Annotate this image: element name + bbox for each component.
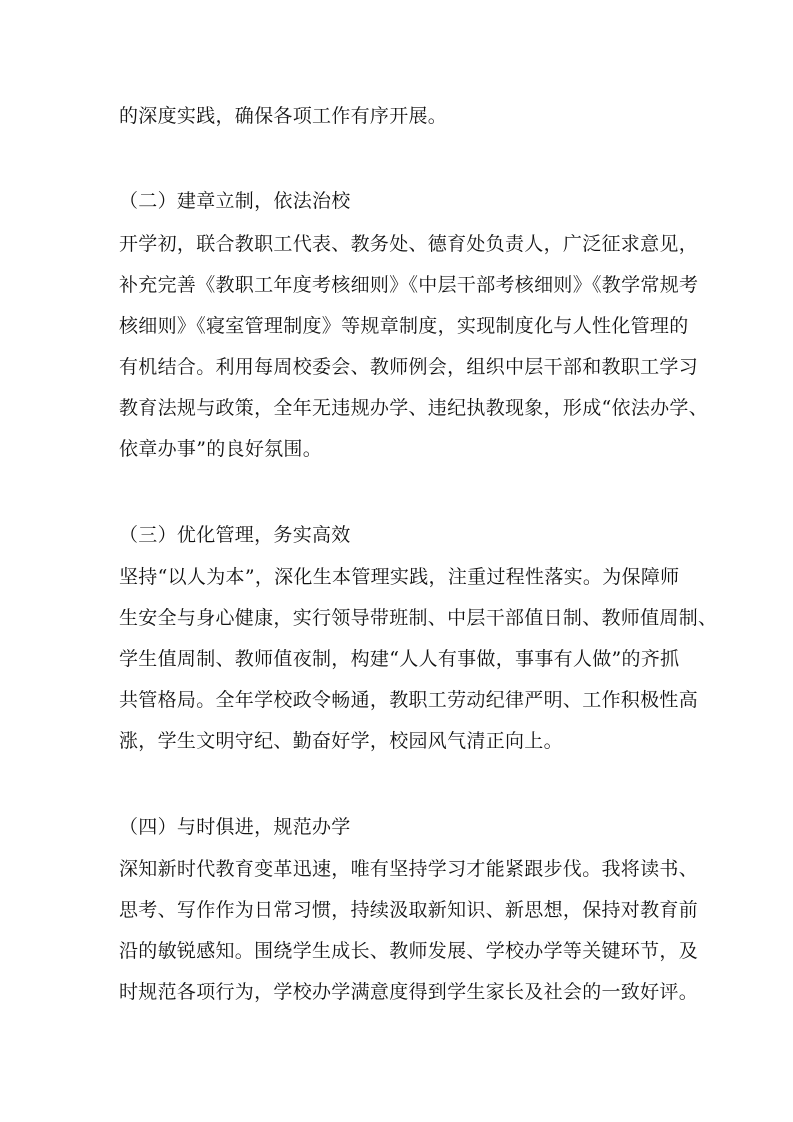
paragraph-line: 依章办事”的良好氛围。 (119, 438, 323, 460)
paragraph-line: 的深度实践，确保各项工作有序开展。 (119, 105, 448, 127)
paragraph-line: 教育法规与政策，全年无违规办学、违纪执教现象，形成“依法办学、 (119, 397, 709, 419)
paragraph-line: 共管格局。全年学校政令畅通，教职工劳动纪律严明、工作积极性高 (119, 689, 699, 711)
paragraph-line: 开学初，联合教职工代表、教务处、德育处负责人，广泛征求意见， (119, 233, 699, 255)
section-heading: （三）优化管理，务实高效 (119, 524, 351, 546)
paragraph-line: 时规范各项行为，学校办学满意度得到学生家长及社会的一致好评。 (119, 981, 699, 1003)
paragraph-line: 思考、写作作为日常习惯，持续汲取新知识、新思想，保持对教育前 (119, 899, 699, 921)
paragraph-line: 学生值周制、教师值夜制，构建“人人有事做，事事有人做”的齐抓 (119, 648, 680, 670)
paragraph-line: 沿的敏锐感知。围绕学生成长、教师发展、学校办学等关键环节，及 (119, 940, 699, 962)
paragraph-line: 坚持“以人为本”，深化生本管理实践，注重过程性落实。为保障师 (119, 566, 680, 588)
paragraph-line: 核细则》《寝室管理制度》等规章制度，实现制度化与人性化管理的 (119, 315, 689, 337)
paragraph-line: 有机结合。利用每周校委会、教师例会，组织中层干部和教职工学习 (119, 356, 699, 378)
paragraph-line: 涨，学生文明守纪、勤奋好学，校园风气清正向上。 (119, 730, 563, 752)
paragraph-line: 生安全与身心健康，实行领导带班制、中层干部值日制、教师值周制、 (119, 607, 718, 629)
paragraph-line: 补充完善《教职工年度考核细则》《中层干部考核细则》《教学常规考 (119, 274, 699, 296)
section-heading: （二）建章立制，依法治校 (119, 190, 351, 212)
paragraph-line: 深知新时代教育变革迅速，唯有坚持学习才能紧跟步伐。我将读书、 (119, 858, 699, 880)
section-heading: （四）与时俱进，规范办学 (119, 816, 351, 838)
